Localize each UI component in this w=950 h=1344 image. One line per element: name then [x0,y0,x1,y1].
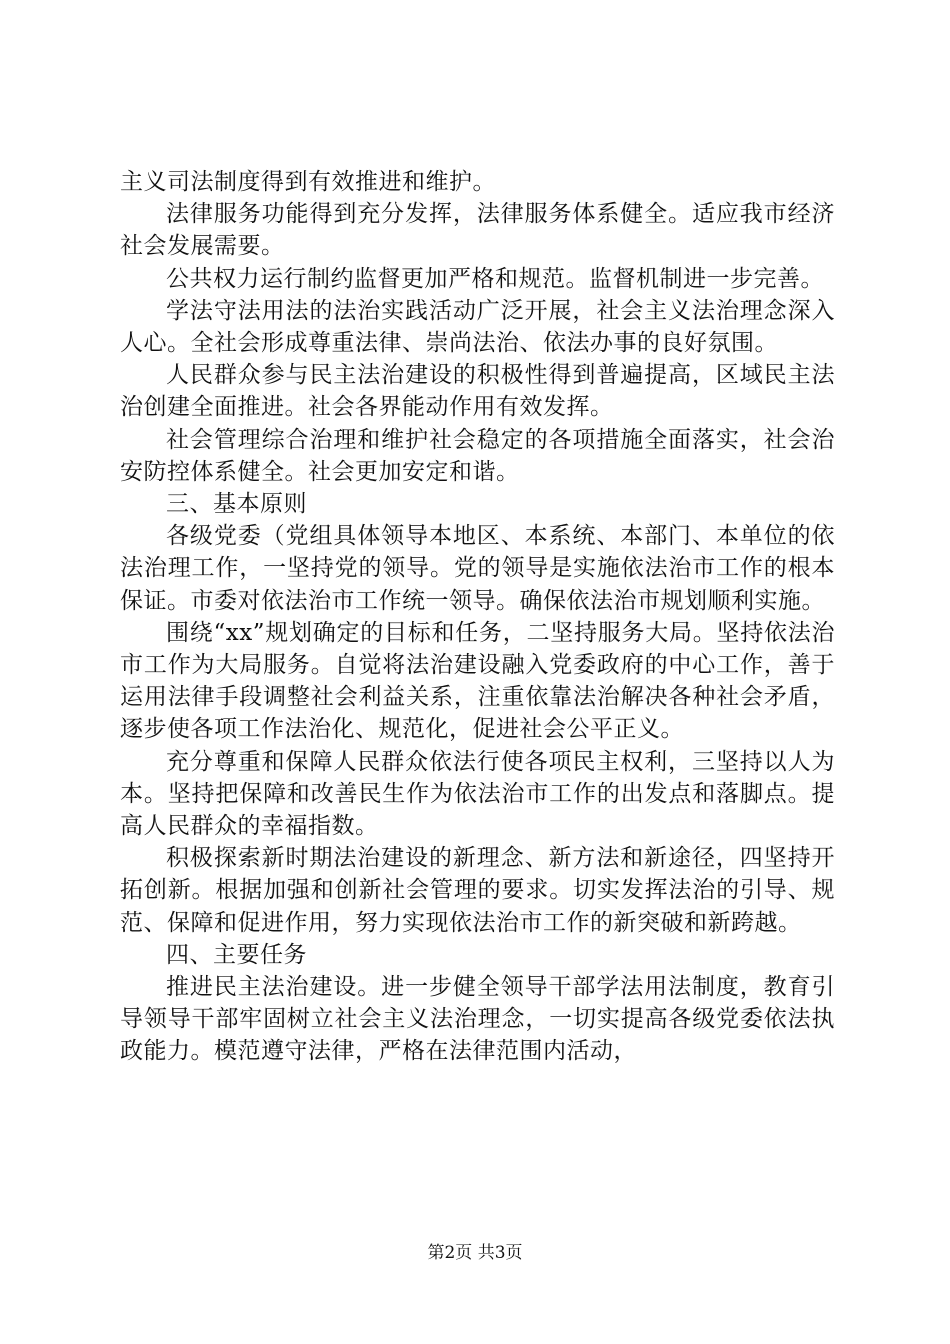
paragraph-10: 充分尊重和保障人民群众依法行使各项民主权利，三坚持以人为本。坚持把保障和改善民生作为依法治市工作的出发点和落脚点。提高人民群众的幸福指数。 [120,748,835,840]
paragraph-2: 法律服务功能得到充分发挥，法律服务体系健全。适应我市经济社会发展需要。 [120,201,835,260]
paragraph-4: 学法守法用法的法治实践活动广泛开展，社会主义法治理念深入人心。全社会形成尊重法律、崇尚法治、依法办事的良好氛围。 [120,297,835,357]
paragraph-5: 人民群众参与民主法治建设的积极性得到普遍提高，区域民主法治创建全面推进。社会各界能动作用有效发挥。 [120,362,835,421]
paragraph-1: 主义司法制度得到有效推进和维护。 [120,169,496,195]
document-body [120,166,835,1068]
section-heading-basic-principles: 三、基本原则 [166,491,307,518]
paragraph-3: 公共权力运行制约监督更加严格和规范。监督机制进一步完善。 [166,265,824,292]
page-number-footer: 第2页 共3页 [427,1243,523,1263]
paragraph-11: 积极探索新时期法治建设的新理念、新方法和新途径，四坚持开拓创新。根据加强和创新社会管理的要求。切实发挥法治的引导、规范、保障和促进作用，努力实现依法治市工作的新突破和新跨越。 [120,845,835,936]
section-heading-main-tasks: 四、主要任务 [166,941,307,968]
paragraph-8: 各级党委（党组具体领导本地区、本系统、本部门、本单位的依法治理工作，一坚持党的领导。党的领导是实施依法治市工作的根本保证。市委对依法治市工作统一领导。确保依法治市规划顺利实施。 [120,523,835,614]
paragraph-9: 围绕“xx”规划确定的目标和任务，二坚持服务大局。坚持依法治市工作为大局服务。自觉将法治建设融入党委政府的中心工作，善于运用法律手段调整社会利益关系，注重依靠法治解决各种社会矛盾，逐步使各项工作法治化、规范化，促进社会公平正义。 [120,619,835,743]
paragraph-13: 推进民主法治建设。进一步健全领导干部学法用法制度，教育引导领导干部牢固树立社会主义法治理念，一切实提高各级党委依法执政能力。模范遵守法律，严格在法律范围内活动， [120,974,835,1065]
paragraph-6: 社会管理综合治理和维护社会稳定的各项措施全面落实，社会治安防控体系健全。社会更加安定和谐。 [120,426,835,485]
